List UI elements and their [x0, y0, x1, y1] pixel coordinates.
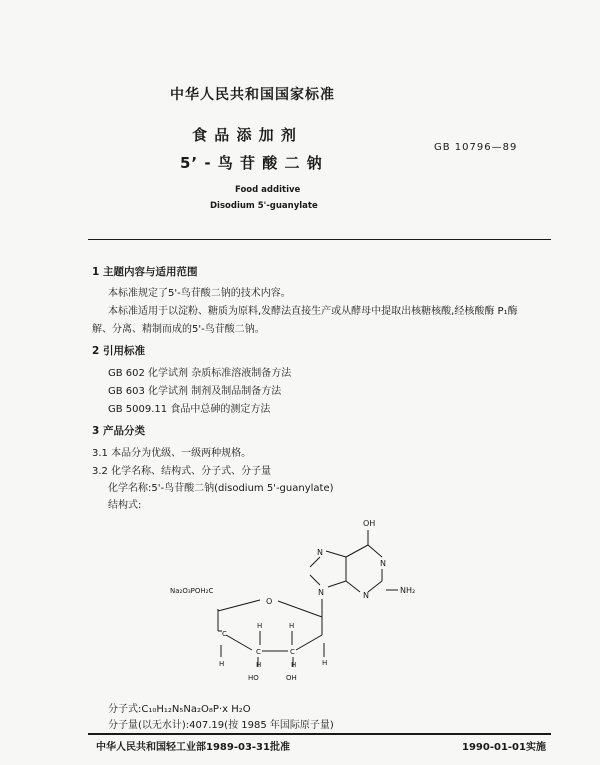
section3-heading: 3 产品分类	[92, 425, 145, 437]
label-phosphate: Na₂O₃POH₂C	[170, 587, 214, 595]
section1-para1: 本标准规定了5'-鸟苷酸二钠的技术内容。	[108, 288, 291, 299]
molecular-weight: 分子量(以无水计):407.19(按 1985 年国际原子量)	[108, 720, 334, 731]
label-h3b: H	[256, 661, 262, 669]
title-en-line2: Disodium 5'-guanylate	[210, 201, 318, 211]
structure-label: 结构式:	[108, 500, 142, 511]
label-h2b: H	[291, 661, 297, 669]
molecular-formula: 分子式:C₁₀H₁₂N₅Na₂O₈P·x H₂O	[108, 704, 251, 715]
footer-divider	[88, 733, 551, 735]
national-standard-title: 中华人民共和国国家标准	[170, 87, 335, 103]
label-c2: C	[290, 648, 295, 656]
approval-date: 中华人民共和国轻工业部1989-03-31批准	[96, 742, 290, 753]
standard-code: GB 10796—89	[434, 142, 518, 153]
reference-item: GB 5009.11 食品中总砷的测定方法	[108, 404, 271, 415]
title-cn-line2: 5’ - 鸟 苷 酸 二 钠	[180, 154, 323, 172]
label-c3: C	[256, 648, 261, 656]
section1-heading: 1 主题内容与适用范围	[92, 266, 198, 278]
section3-item2: 3.2 化学名称、结构式、分子式、分子量	[92, 466, 272, 477]
label-n1: N	[380, 559, 386, 568]
chemical-name: 化学名称:5'-鸟苷酸二钠(disodium 5'-guanylate)	[108, 483, 334, 494]
structural-formula-diagram	[160, 505, 420, 700]
label-c4: C	[222, 630, 227, 638]
label-nh2: NH₂	[400, 586, 416, 595]
label-oh-top: OH	[363, 519, 376, 528]
title-en-line1: Food additive	[235, 185, 301, 195]
label-h1: H	[322, 659, 328, 667]
section1-para2-line1: 本标准适用于以淀粉、糖质为原料,发酵法直接生产或从酵母中提取出核糖核酸,经核酸酶 P₁酶	[108, 306, 518, 317]
implementation-date: 1990-01-01实施	[462, 742, 546, 753]
label-h2a: H	[289, 622, 295, 630]
label-n3: N	[363, 591, 369, 600]
title-cn-line1: 食 品 添 加 剂	[192, 126, 297, 144]
reference-item: GB 602 化学试剂 杂质标准溶液制备方法	[108, 368, 292, 379]
label-h4: H	[219, 660, 225, 668]
section2-heading: 2 引用标准	[92, 345, 145, 357]
label-n7: N	[317, 548, 323, 557]
label-ring-o: O	[266, 597, 273, 606]
header-divider	[88, 239, 551, 240]
label-oh2: OH	[286, 674, 297, 682]
label-n9: N	[318, 588, 324, 597]
label-h3a: H	[257, 622, 263, 630]
label-ho3: HO	[248, 674, 259, 682]
section3-item1: 3.1 本品分为优级、一级两种规格。	[92, 448, 252, 459]
reference-item: GB 603 化学试剂 制剂及制品制备方法	[108, 386, 282, 397]
section1-para2-line2: 解、分离、精制而成的5'-鸟苷酸二钠。	[92, 324, 265, 335]
